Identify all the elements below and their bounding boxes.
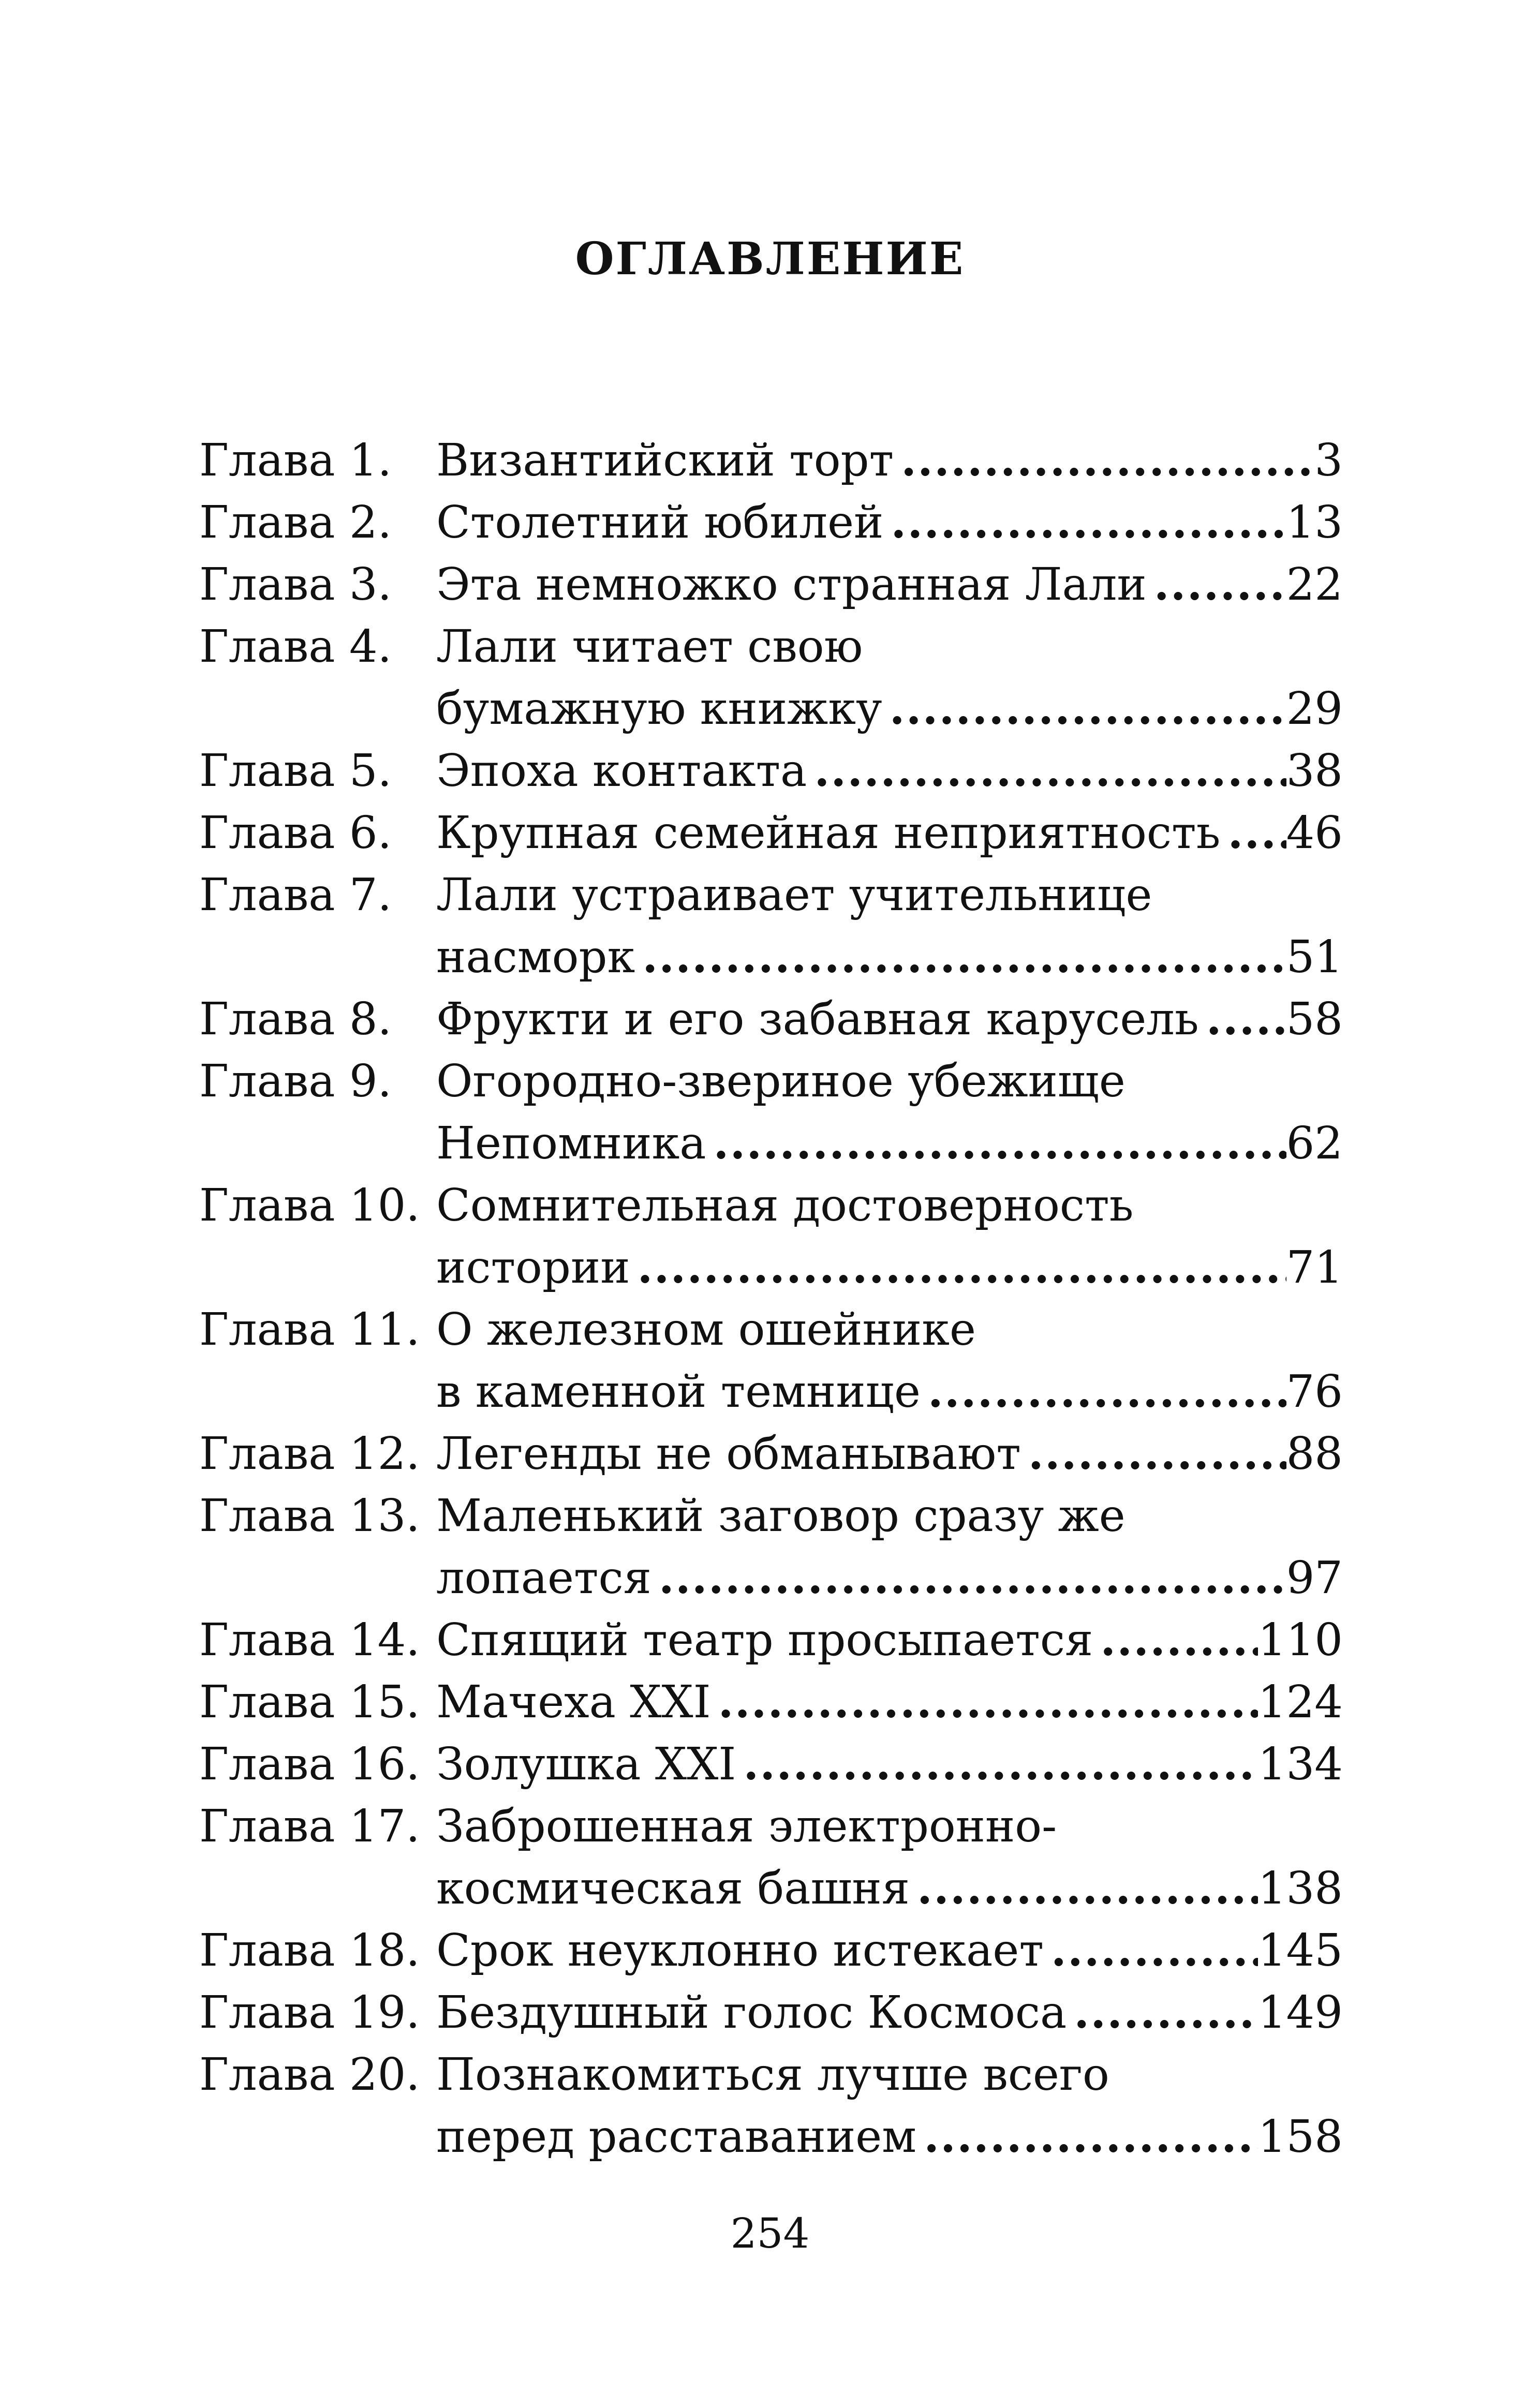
toc-entry-line: [199, 802, 1343, 864]
chapter-title: Познакомиться лучше всего: [436, 2049, 1109, 2101]
toc-entry: [199, 740, 1343, 802]
toc-entry-line: [199, 492, 1343, 554]
toc-entry-line: [199, 1547, 1343, 1609]
chapter-page-number: 149: [1257, 1987, 1343, 2039]
toc-entry-line: [199, 1609, 1343, 1671]
toc-entry: [199, 802, 1343, 864]
chapter-number: Глава 7.: [199, 869, 392, 921]
dot-leader: [1093, 1609, 1258, 1671]
chapter-page-number: 3: [1314, 435, 1343, 486]
toc-entry-line: [199, 1175, 1343, 1237]
toc-entry-line: [199, 1237, 1343, 1299]
chapter-page-number: 22: [1286, 559, 1343, 611]
table-of-contents: [199, 429, 1343, 2168]
chapter-page-number: 88: [1286, 1428, 1343, 1480]
toc-entry-line: [199, 1485, 1343, 1547]
dot-leader: [635, 926, 1286, 988]
chapter-title: бумажную книжку: [436, 683, 882, 735]
chapter-title: Срок неуклонно истекает: [436, 1925, 1044, 1976]
toc-entry: [199, 1920, 1343, 1982]
chapter-title: лопается: [436, 1552, 651, 1604]
chapter-number: Глава 20.: [199, 2049, 420, 2101]
chapter-page-number: 124: [1257, 1676, 1343, 1728]
dot-leader: [1021, 1423, 1286, 1485]
toc-entry: [199, 1609, 1343, 1671]
chapter-title: Маленький заговор сразу же: [436, 1490, 1126, 1542]
chapter-title: Огородно-звериное убежище: [436, 1056, 1126, 1107]
chapter-number: Глава 18.: [199, 1925, 420, 1976]
chapter-page-number: 134: [1257, 1738, 1343, 1790]
dot-leader: [651, 1547, 1286, 1609]
dot-leader: [910, 1857, 1258, 1920]
chapter-page-number: 38: [1286, 745, 1343, 797]
chapter-title: Эпоха контакта: [436, 745, 807, 797]
dot-leader: [1067, 1982, 1258, 2044]
toc-entry-line: [199, 1982, 1343, 2044]
toc-entry: [199, 1175, 1343, 1299]
toc-entry-line: [199, 926, 1343, 988]
page-number: 254: [730, 2209, 810, 2257]
chapter-number: Глава 3.: [199, 559, 392, 611]
chapter-number: Глава 11.: [199, 1304, 420, 1356]
chapter-number: Глава 17.: [199, 1801, 420, 1852]
dot-leader: [894, 429, 1314, 492]
toc-entry-line: [199, 1733, 1343, 1795]
chapter-page-number: 29: [1286, 683, 1343, 735]
toc-entry: [199, 1299, 1343, 1423]
chapter-number: Глава 1.: [199, 435, 392, 486]
toc-entry: [199, 1671, 1343, 1733]
chapter-number: Глава 16.: [199, 1738, 420, 1790]
chapter-title: Непомника: [436, 1118, 706, 1169]
chapter-page-number: 58: [1286, 993, 1343, 1045]
chapter-title: Легенды не обманывают: [436, 1428, 1021, 1480]
dot-leader: [1199, 988, 1286, 1050]
toc-entry-line: [199, 1050, 1343, 1112]
dot-leader: [711, 1671, 1258, 1733]
toc-entry: [199, 2044, 1343, 2168]
toc-entry-line: [199, 2106, 1343, 2168]
chapter-title: Сомнительная достоверность: [436, 1180, 1134, 1231]
chapter-number: Глава 9.: [199, 1056, 392, 1107]
dot-leader: [916, 2106, 1258, 2168]
chapter-number: Глава 8.: [199, 993, 392, 1045]
toc-entry-line: [199, 988, 1343, 1050]
toc-entry-line: [199, 1920, 1343, 1982]
toc-entry-line: [199, 1112, 1343, 1175]
dot-leader: [1147, 554, 1286, 616]
toc-entry: [199, 554, 1343, 616]
toc-entry-line: [199, 2044, 1343, 2106]
chapter-title: Столетний юбилей: [436, 497, 884, 548]
toc-entry: [199, 616, 1343, 740]
toc-entry-line: [199, 616, 1343, 678]
chapter-number: Глава 5.: [199, 745, 392, 797]
toc-entry-line: [199, 1671, 1343, 1733]
dot-leader: [630, 1237, 1286, 1299]
dot-leader: [1044, 1920, 1258, 1982]
chapter-number: Глава 10.: [199, 1180, 420, 1231]
chapter-title: Лали читает свою: [436, 621, 863, 673]
toc-entry: [199, 864, 1343, 988]
toc-entry: [199, 1795, 1343, 1920]
chapter-title: Лали устраивает учительнице: [436, 869, 1152, 921]
chapter-title: истории: [436, 1242, 630, 1294]
chapter-page-number: 145: [1257, 1925, 1343, 1976]
chapter-page-number: 62: [1286, 1118, 1343, 1169]
chapter-title: Бездушный голос Космоса: [436, 1987, 1067, 2039]
chapter-page-number: 110: [1257, 1614, 1343, 1666]
toc-entry-line: [199, 1423, 1343, 1485]
toc-entry-line: [199, 554, 1343, 616]
chapter-title: Спящий театр просыпается: [436, 1614, 1093, 1666]
chapter-page-number: 51: [1286, 931, 1343, 983]
toc-entry-line: [199, 1299, 1343, 1361]
dot-leader: [736, 1733, 1258, 1795]
chapter-title: Византийский торт: [436, 435, 894, 486]
toc-entry: [199, 1485, 1343, 1609]
chapter-title: Золушка XXI: [436, 1738, 736, 1790]
chapter-page-number: 13: [1286, 497, 1343, 548]
toc-entry-line: [199, 1361, 1343, 1423]
toc-entry: [199, 1982, 1343, 2044]
dot-leader: [882, 678, 1286, 740]
chapter-title: в каменной темнице: [436, 1366, 921, 1418]
dot-leader: [883, 492, 1286, 554]
chapter-page-number: 76: [1286, 1366, 1343, 1418]
chapter-page-number: 158: [1257, 2111, 1343, 2163]
chapter-title: космическая башня: [436, 1863, 910, 1914]
chapter-page-number: 138: [1257, 1863, 1343, 1914]
chapter-number: Глава 19.: [199, 1987, 420, 2039]
toc-entry-line: [199, 1857, 1343, 1920]
chapter-title: Заброшенная электронно-: [436, 1801, 1057, 1852]
chapter-number: Глава 4.: [199, 621, 392, 673]
dot-leader: [706, 1112, 1286, 1175]
toc-entry: [199, 1733, 1343, 1795]
chapter-title: Фрукти и его забавная карусель: [436, 993, 1199, 1045]
toc-entry: [199, 988, 1343, 1050]
toc-entry-line: [199, 740, 1343, 802]
toc-entry: [199, 492, 1343, 554]
chapter-title: насморк: [436, 931, 635, 983]
dot-leader: [1220, 802, 1286, 864]
chapter-title: Мачеха XXI: [436, 1676, 711, 1728]
dot-leader: [807, 740, 1286, 802]
chapter-title: Эта немножко странная Лали: [436, 559, 1147, 611]
page-title: ОГЛАВЛЕНИЕ: [575, 233, 965, 285]
toc-entry: [199, 1423, 1343, 1485]
dot-leader: [921, 1361, 1286, 1423]
chapter-number: Глава 14.: [199, 1614, 420, 1666]
chapter-number: Глава 12.: [199, 1428, 420, 1480]
chapter-page-number: 97: [1286, 1552, 1343, 1604]
chapter-title: О железном ошейнике: [436, 1304, 976, 1356]
toc-entry-line: [199, 1795, 1343, 1857]
chapter-page-number: 71: [1286, 1242, 1343, 1294]
chapter-title: перед расставанием: [436, 2111, 917, 2163]
toc-entry-line: [199, 678, 1343, 740]
chapter-number: Глава 6.: [199, 807, 392, 859]
chapter-number: Глава 2.: [199, 497, 392, 548]
toc-entry-line: [199, 429, 1343, 492]
chapter-title: Крупная семейная неприятность: [436, 807, 1221, 859]
toc-entry: [199, 1050, 1343, 1175]
chapter-number: Глава 13.: [199, 1490, 420, 1542]
chapter-page-number: 46: [1286, 807, 1343, 859]
toc-entry-line: [199, 864, 1343, 926]
toc-entry: [199, 429, 1343, 492]
chapter-number: Глава 15.: [199, 1676, 420, 1728]
